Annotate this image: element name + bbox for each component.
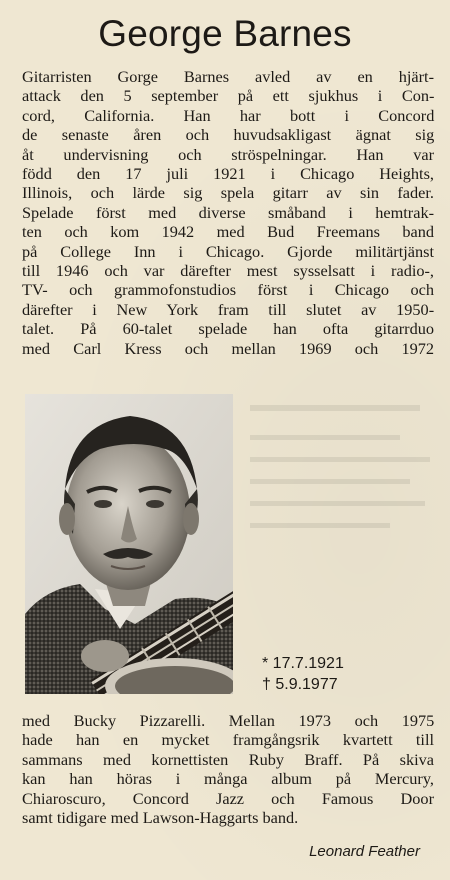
body-line: Illinois, och lärde sig spela gitarr av sin fader. <box>22 183 434 203</box>
body-line: med Carl Kress och mellan 1969 och 1972 <box>22 338 435 358</box>
body-line: med Bucky Pizzarelli. Mellan 1973 och 1975 <box>22 711 435 730</box>
body-line: på College Inn i Chicago. Gjorde militärtjänst <box>22 241 434 261</box>
article-title: George Barnes <box>98 13 352 54</box>
death-date: † 5.9.1977 <box>262 676 338 693</box>
body-line: Chiaroscuro, Concord Jazz och Famous Door <box>22 788 434 808</box>
body-line: attack den 5 september på ett sjukhus i Con- <box>22 86 435 106</box>
body-line: de senaste åren och huvudsakligast ägnat sig <box>22 125 435 145</box>
birth-date: * 17.7.1921 <box>262 655 344 672</box>
body-line: talet. På 60-talet spelade han ofta gitarrduo <box>22 319 434 339</box>
body-line: född den 17 juli 1921 i Chicago Heights, <box>22 164 434 184</box>
body-line: åt undervisning och ströspelningar. Han var <box>22 144 434 164</box>
body-line: till 1946 och var därefter mest sysselsatt i radio-, <box>22 261 434 281</box>
body-line: samt tidigare med Lawson-Haggarts band. <box>22 808 299 828</box>
body-line: sammans med kornettisten Ruby Braff. På skiva <box>22 749 434 769</box>
body-line: hade han en mycket framgångsrik kvartett till <box>22 730 434 750</box>
body-line: kan han höras i många album på Mercury, <box>22 769 434 789</box>
body-line: ten och kom 1942 med Bud Freemans band <box>22 222 434 242</box>
author-signature: Leonard Feather <box>309 843 420 860</box>
body-line: Gitarristen Gorge Barnes avled av en hjärt- <box>22 67 434 86</box>
bleed-through-texture <box>250 395 440 635</box>
life-dates <box>262 653 344 695</box>
article-body-bottom <box>22 711 434 827</box>
body-line: därefter i New York fram till slutet av 1950- <box>22 299 435 319</box>
body-line: cord, California. Han har bott i Concord <box>22 105 435 125</box>
portrait-photo <box>25 394 233 694</box>
body-line: TV- och grammofonstudios först i Chicago och <box>22 280 434 300</box>
body-line: Spelade först med diverse småband i hemtrak- <box>22 202 435 222</box>
article-body-top <box>22 67 434 358</box>
